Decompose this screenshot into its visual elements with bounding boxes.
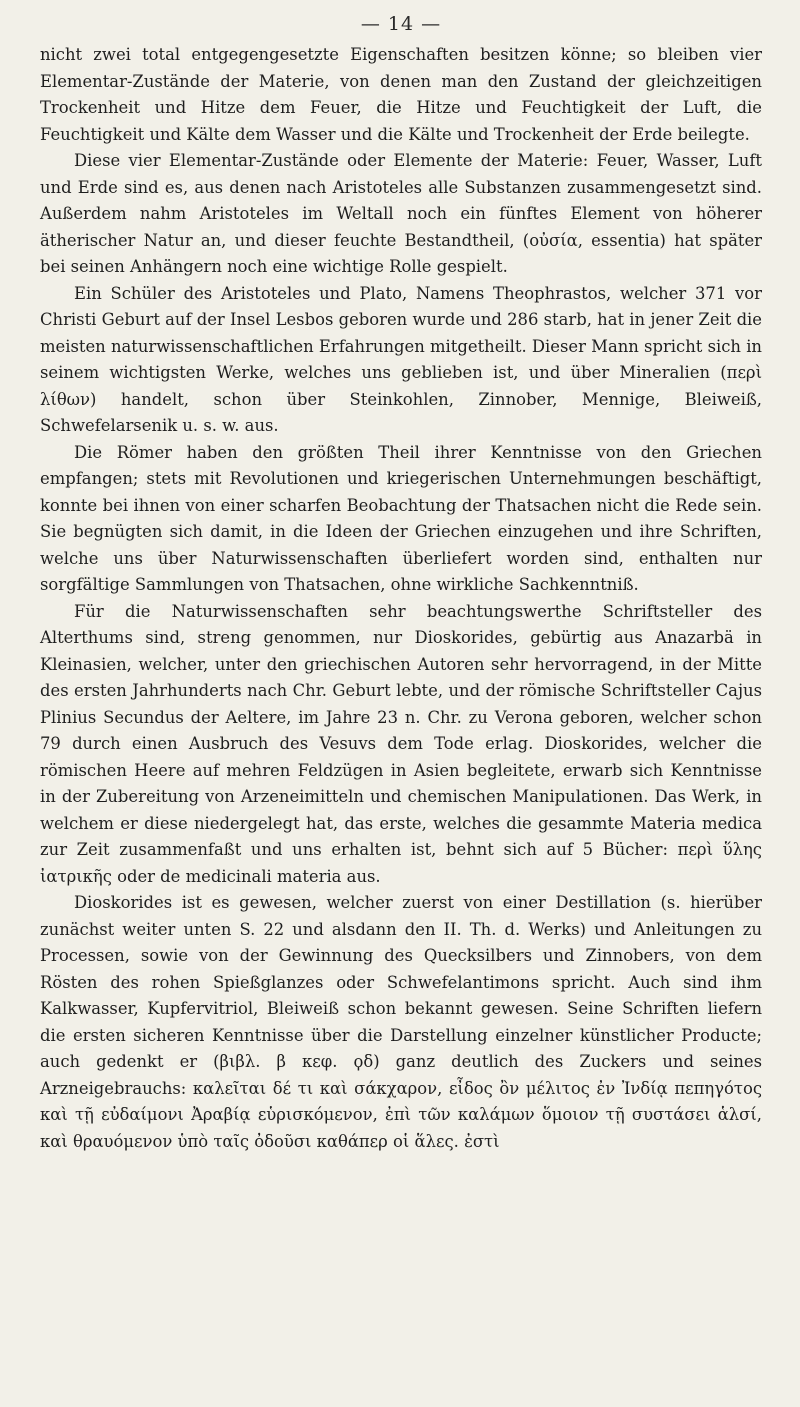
page-number: — 14 — xyxy=(360,13,442,35)
body-text xyxy=(40,42,762,1155)
paragraph-6: Dioskorides ist es gewesen, welcher zuerst von einer Destillation (s. hierüber zunächst weiter unten S. 22 und alsdann den II. Th. d. Werks) und Anleitungen zu Processen, sowie von der Gewinnung des Quecksilbers und Zinnobers, von dem Rösten des rohen Spießglanzes oder Schwefelantimons spricht. Auch sind ihm Kalkwasser, Kupfervitriol, Bleiweiß schon bekannt gewesen. Seine Schriften liefern die ersten sicheren Kenntnisse über die Darstellung einzelner künstlicher Producte; auch gedenkt er (βιβλ. β κεφ. ϙδ) ganz deutlich des Zuckers und seines Arzneigebrauchs: καλεῖται δέ τι καὶ σάκχαρον, εἶδος ὂν μέλιτος ἐν Ἰνδίᾳ πεπηγότος καὶ τῇ εὐδαίμονι Ἀραβίᾳ εὑρισκόμενον, ἐπὶ τῶν καλάμων ὅμοιον τῇ συστάσει ἁλσί, καὶ θραυόμενον ὑπὸ ταῖς ὀδοῦσι καθάπερ οἱ ἅλες. ἐστὶ xyxy=(40,893,762,1151)
paragraph-3: Ein Schüler des Aristoteles und Plato, Namens Theophrastos, welcher 371 vor Christi Geburt auf der Insel Lesbos geboren wurde und 286 starb, hat in jener Zeit die meisten naturwissenschaftlichen Erfahrungen mitgetheilt. Dieser Mann spricht sich in seinem wichtigsten Werke, welches uns geblieben ist, und über Mineralien (περὶ λίθων) handelt, schon über Steinkohlen, Zinnober, Mennige, Bleiweiß, Schwefelarsenik u. s. w. aus. xyxy=(40,283,762,435)
paragraph-5: Für die Naturwissenschaften sehr beachtungswerthe Schriftsteller des Alterthums sind, streng genommen, nur Dioskorides, gebürtig aus Anazarbä in Kleinasien, welcher, unter den griechischen Autoren sehr hervorragend, in der Mitte des ersten Jahrhunderts nach Chr. Geburt lebte, und der römische Schriftsteller Cajus Plinius Secundus der Aeltere, im Jahre 23 n. Chr. zu Verona geboren, welcher schon 79 durch einen Ausbruch des Vesuvs dem Tode erlag. Dioskorides, welcher die römischen Heere auf mehren Feldzügen in Asien begleitete, erwarb sich Kenntnisse in der Zubereitung von Arzeneimitteln und chemischen Manipulationen. Das Werk, in welchem er diese niedergelegt hat, das erste, welches die gesammte Materia medica zur Zeit zusammenfaßt und uns erhalten ist, behnt sich auf 5 Bücher: περὶ ὕλης ἰατρικῆς oder de medicinali materia aus. xyxy=(40,601,762,886)
paragraph-1: nicht zwei total entgegengesetzte Eigenschaften besitzen könne; so bleiben vier Elementar-Zustände der Materie, von denen man den Zustand der gleichzeitigen Trockenheit und Hitze dem Feuer, die Hitze und Feuchtigkeit der Luft, die Feuchtigkeit und Kälte dem Wasser und die Kälte und Trockenheit der Erde beilegte. xyxy=(40,45,762,144)
paragraph-2: Diese vier Elementar-Zustände oder Elemente der Materie: Feuer, Wasser, Luft und Erde sind es, aus denen nach Aristoteles alle Substanzen zusammengesetzt sind. Außerdem nahm Aristoteles im Weltall noch ein fünftes Element von höherer ätherischer Natur an, und dieser feuchte Bestandtheil, (οὐσία, essentia) hat später bei seinen Anhängern noch eine wichtige Rolle gespielt. xyxy=(40,151,762,276)
paragraph-4: Die Römer haben den größten Theil ihrer Kenntnisse von den Griechen empfangen; stets mit Revolutionen und kriegerischen Unternehmungen beschäftigt, konnte bei ihnen von einer scharfen Beobachtung der Thatsachen nicht die Rede sein. Sie begnügten sich damit, in die Ideen der Griechen einzugehen und ihre Schriften, welche uns über Naturwissenschaften überliefert worden sind, enthalten nur sorgfältige Sammlungen von Thatsachen, ohne wirkliche Sachkenntniß. xyxy=(40,442,762,594)
